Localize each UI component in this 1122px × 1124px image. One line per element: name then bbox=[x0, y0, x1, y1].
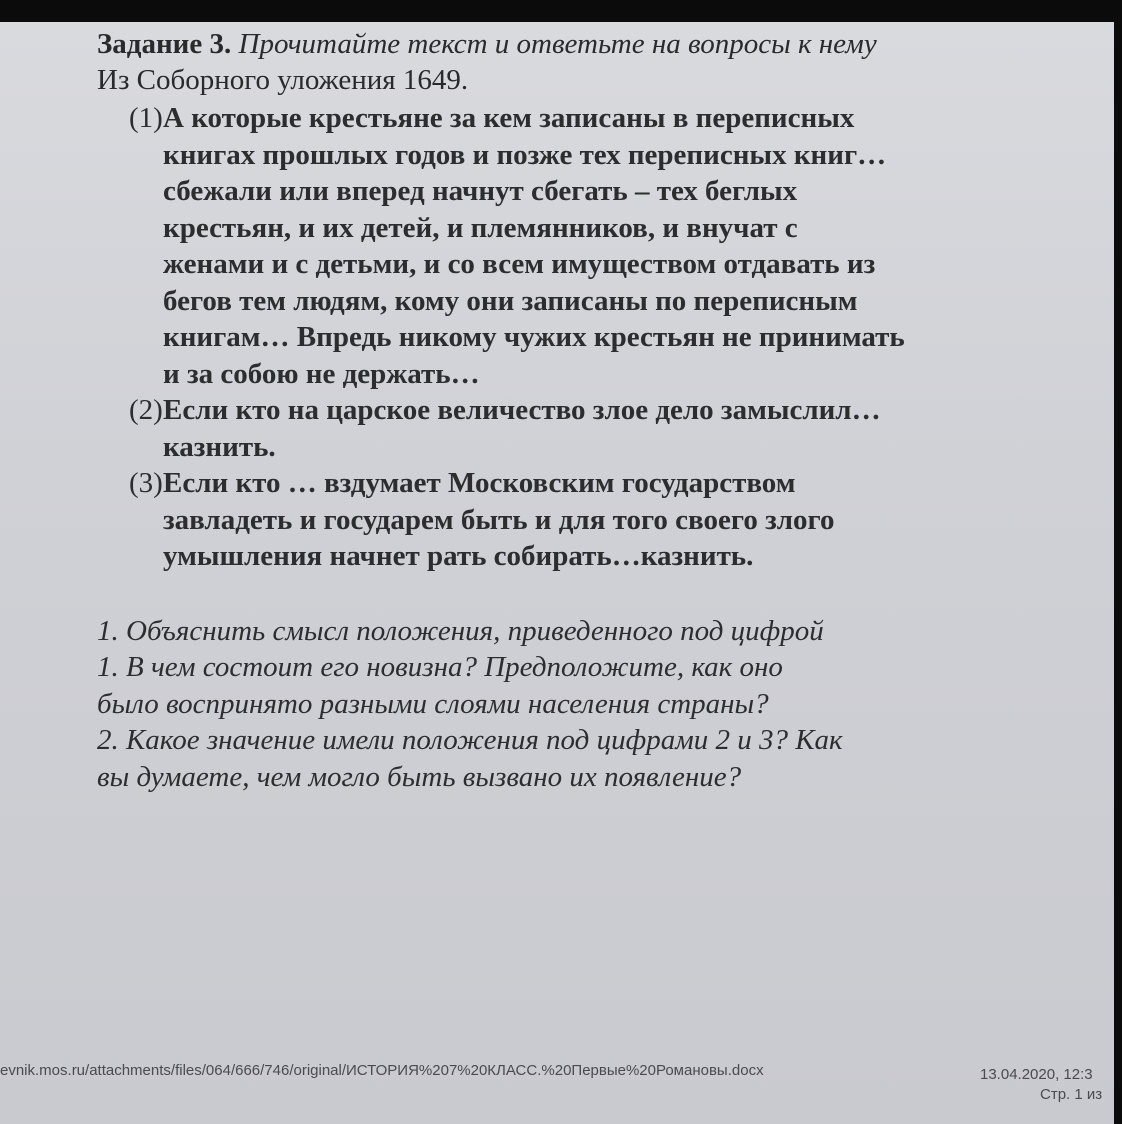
clause-line: Если кто на царское величество злое дело замыслил… bbox=[163, 394, 881, 426]
questions-block bbox=[97, 613, 917, 796]
question-line: 1. В чем состоит его новизна? Предположите, как оно bbox=[97, 651, 783, 683]
document-content bbox=[97, 26, 927, 795]
clause-line: завладеть и государем быть и для того своего злого bbox=[163, 503, 835, 536]
clause-line: казнить. bbox=[163, 430, 276, 463]
clause-line: и за собою не держать… bbox=[163, 357, 480, 390]
footer-page-number: Стр. 1 из bbox=[1040, 1086, 1103, 1103]
clause-3 bbox=[97, 465, 927, 575]
clause-2 bbox=[97, 392, 927, 465]
clause-line: Если кто … вздумает Московским государством bbox=[163, 467, 796, 499]
clause-1 bbox=[97, 100, 927, 392]
clause-line: бегов тем людям, кому они записаны по переписным bbox=[163, 284, 858, 317]
clause-line: крестьян, и их детей, и племянников, и внучат с bbox=[163, 211, 798, 244]
question-line: вы думаете, чем могло быть вызвано их появление? bbox=[97, 760, 742, 793]
clause-number: (1) bbox=[129, 102, 163, 134]
clause-line: книгам… Впредь никому чужих крестьян не принимать bbox=[163, 321, 905, 353]
task-instruction: Прочитайте текст и ответьте на вопросы к нему bbox=[238, 28, 877, 60]
question-line: 1. Объяснить смысл положения, приведенного под цифрой bbox=[97, 614, 824, 647]
question-line: 2. Какое значение имели положения под цифрами 2 и 3? Как bbox=[97, 724, 843, 756]
clause-line: книгах прошлых годов и позже тех переписных книг… bbox=[163, 138, 887, 171]
task-heading: Задание 3. bbox=[97, 28, 232, 60]
clause-line: А которые крестьяне за кем записаны в переписных bbox=[163, 102, 855, 134]
clause-line: женами и с детьми, и со всем имуществом отдавать из bbox=[163, 248, 876, 280]
document-page bbox=[0, 22, 1114, 1124]
source-title: Из Соборного уложения 1649. bbox=[97, 64, 469, 96]
footer-url: evnik.mos.ru/attachments/files/064/666/746/original/ИСТОРИЯ%207%20КЛАСС.%20Первые%20Романовы.docx bbox=[0, 1062, 764, 1079]
clause-number: (3) bbox=[129, 467, 163, 499]
task-header bbox=[97, 26, 927, 62]
question-line: было воспринято разными слоями населения страны? bbox=[97, 687, 769, 720]
clause-line: сбежали или вперед начнут сбегать – тех беглых bbox=[163, 175, 798, 207]
footer-date: 13.04.2020, 12:3 bbox=[980, 1066, 1093, 1083]
clause-number: (2) bbox=[129, 394, 163, 426]
clause-line: умышления начнет рать собирать…казнить. bbox=[163, 540, 754, 572]
